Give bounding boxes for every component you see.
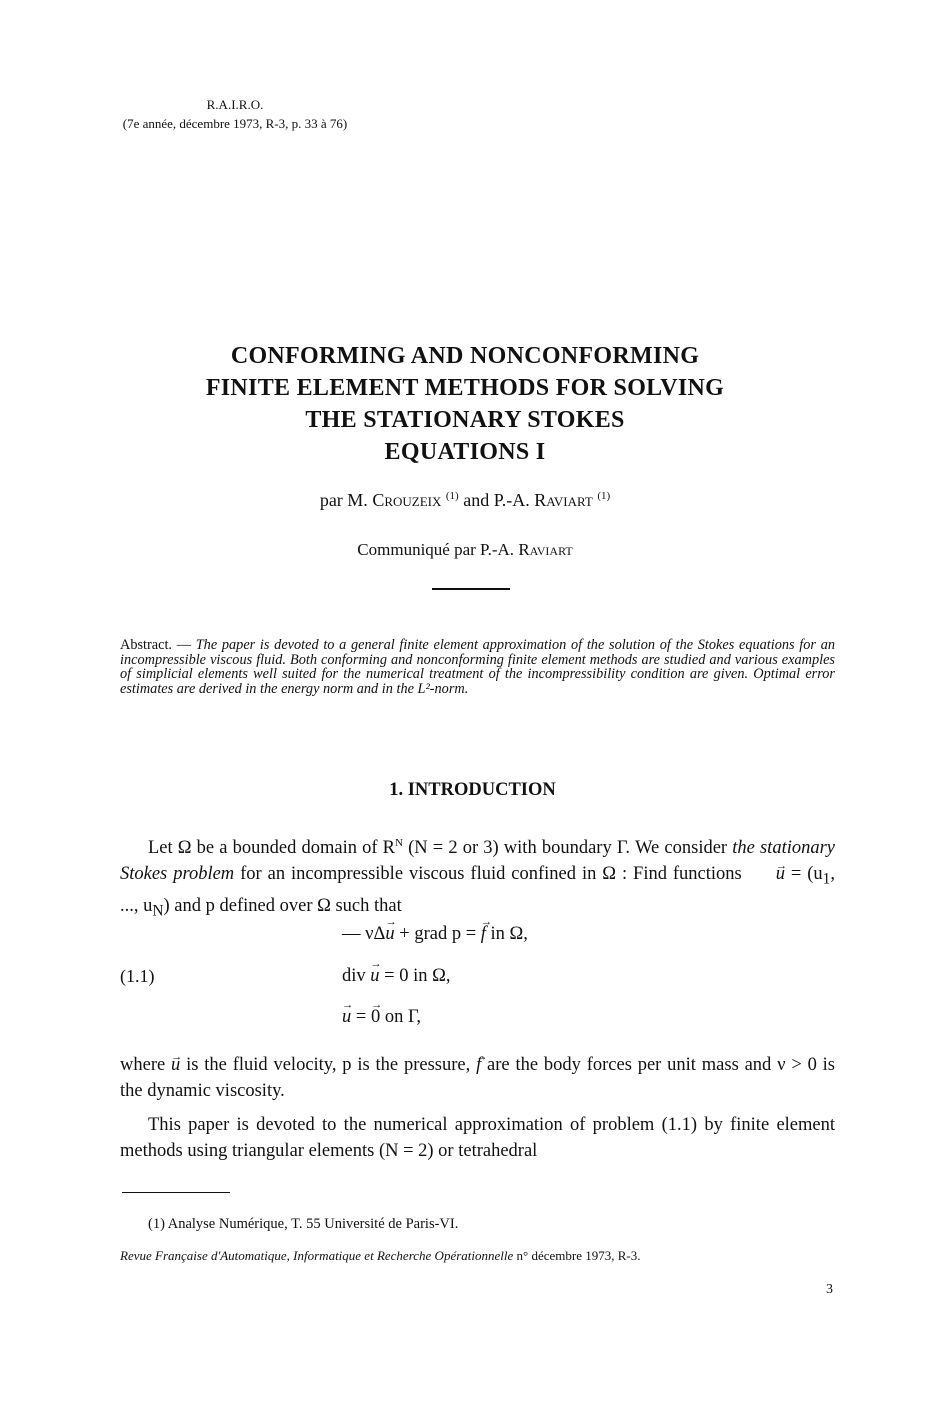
p2-text-c: are the body forces per unit mass and ν > 0 is the dynamic viscosity. <box>120 1055 835 1101</box>
abstract-label: Abstract. — <box>120 637 196 653</box>
journal-footer <box>120 1248 835 1264</box>
eq1-vector-f: → f <box>481 924 486 945</box>
footnote-divider <box>122 1192 230 1193</box>
intro-text-b: (N = 2 or 3) with boundary Γ. We consider <box>402 838 733 859</box>
title-line1: CONFORMING AND NONCONFORMING <box>230 343 700 369</box>
title-line2: FINITE ELEMENT METHODS FOR SOLVING <box>205 375 725 401</box>
communique-name: Raviart <box>518 540 573 559</box>
author-1-ref: (1) <box>445 490 459 502</box>
journal-footer-title: Revue Française d'Automatique, Informatique et Recherche Opérationnelle <box>120 1248 514 1263</box>
journal-footer-issue: n° décembre 1973, R-3. <box>513 1248 641 1263</box>
eq3-text-a: = <box>351 1007 371 1027</box>
journal-header-line1: R.A.I.R.O. <box>206 97 264 112</box>
title-line4: EQUATIONS I <box>384 439 546 465</box>
communique-prefix: Communiqué par P.-A. <box>357 540 515 559</box>
footnote: (1) Analyse Numérique, T. 55 Université de Paris-VI. <box>148 1216 459 1232</box>
p2-text-a: where <box>120 1055 172 1075</box>
section-heading: 1. INTRODUCTION <box>389 780 556 800</box>
eq2-text-b: = 0 in Ω, <box>379 966 451 986</box>
authors-prefix: par M. <box>319 490 368 510</box>
paper-title <box>0 340 930 468</box>
equation-line-1 <box>342 924 528 945</box>
eq2-vector-u: → u <box>370 966 379 987</box>
p2-vector-u: → u <box>171 1052 180 1078</box>
title-divider <box>432 588 510 590</box>
journal-header-line2: (7e année, décembre 1973, R-3, p. 33 à 76) <box>122 116 348 131</box>
after-equation-paragraph <box>120 1052 835 1104</box>
page-number: 3 <box>826 1282 833 1297</box>
intro-text-e: , ..., u <box>120 864 835 916</box>
vector-u: → u <box>748 861 785 887</box>
author-2: Raviart <box>534 490 593 510</box>
authors <box>0 490 930 511</box>
next-paragraph: This paper is devoted to the numerical approximation of problem (1.1) by finite element methods using triangular elements (N = 2) or tetrahedral <box>120 1115 835 1161</box>
eq2-text-a: div <box>342 966 371 986</box>
intro-sub-n: N <box>152 902 164 920</box>
abstract <box>120 638 835 696</box>
eq1-text-a: — νΔ <box>342 924 386 944</box>
communique <box>0 540 930 560</box>
eq1-text-c: in Ω, <box>485 924 528 944</box>
intro-paragraph <box>120 830 835 925</box>
intro-text-f: ) and p defined over Ω such that <box>163 895 402 916</box>
abstract-body: The paper is devoted to a general finite element approximation of the solution of the Stokes equations for an incompressible viscous fluid. Both conforming and nonconforming finite element methods are studied and various examples of simplicial elements well suited for the numerical treatment of the incompressibility condition are given. Optimal error estimates are derived in the energy norm and in the L²-norm. <box>120 637 835 697</box>
author-1: Crouzeix <box>372 490 442 510</box>
equation-line-2 <box>342 966 450 987</box>
authors-conj: and P.-A. <box>463 490 530 510</box>
equation-number: (1.1) <box>120 966 155 986</box>
intro-text-c: for an incompressible viscous fluid confined in Ω : Find functions <box>234 864 748 885</box>
intro-sup-n: N <box>395 837 403 849</box>
author-2-ref: (1) <box>597 490 611 502</box>
p2-text-b: is the fluid velocity, p is the pressure, <box>180 1055 477 1075</box>
p2-vector-f: → f <box>476 1052 481 1078</box>
eq3-vector-u: → u <box>342 1007 351 1028</box>
eq3-vector-zero: → 0 <box>371 1007 380 1028</box>
eq1-vector-u: → u <box>385 924 394 945</box>
intro-emphasis: the stationary Stokes problem <box>120 838 836 885</box>
intro-sub-1: 1 <box>822 870 831 888</box>
eq1-text-b: + grad p = <box>394 924 481 944</box>
intro-text-d: = (u <box>784 864 823 885</box>
intro-text-a: Let Ω be a bounded domain of R <box>148 838 395 859</box>
eq3-text-b: on Γ, <box>380 1007 422 1027</box>
title-line3: THE STATIONARY STOKES <box>305 407 625 433</box>
equation-line-3 <box>342 1007 421 1028</box>
journal-header <box>0 95 470 133</box>
